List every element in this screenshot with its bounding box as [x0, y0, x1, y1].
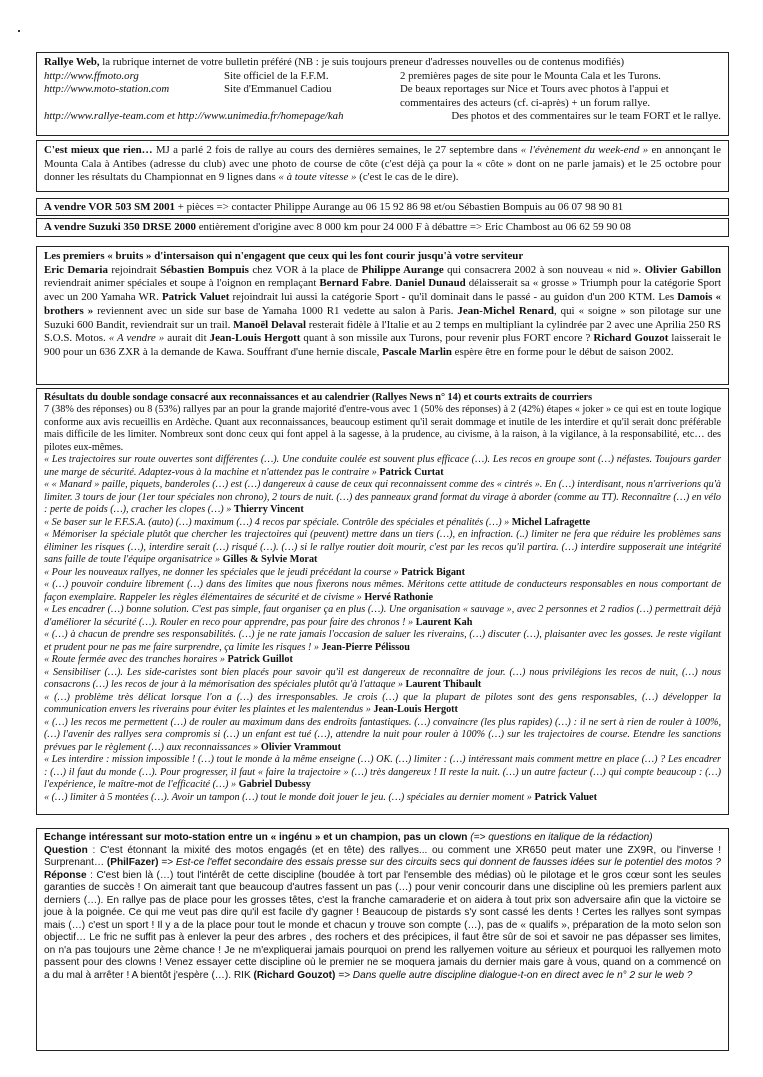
reader-quote — [44, 717, 721, 754]
rumor-text: qui consacrera 2002 à son nouveau « nid ». — [443, 263, 645, 276]
reader-quote — [44, 479, 721, 516]
quote-author: Gilles & Sylvie Morat — [222, 554, 318, 566]
for-sale-title: A vendre Suzuki 350 DRSE 2000 — [44, 221, 196, 233]
reader-quote — [44, 792, 721, 804]
quote-author: Gabriel Dubessy — [238, 779, 311, 791]
quote-text: « Les interdire : mission impossible ! (…) tout le monde à la même enseigne (…) OK. (…) limiter : (…) intéressant mais comment mettre en place (…) ? Les encadrer : (…) il faut du monde (…). Pour progresser, il faut « faire la trajectoire » (…) très dangereux ! Il reste la nuit. (…) un autre facteur (…) qui compte beaucoup : (…) l'expérience, le maître-mot de l'efficacité (…) » — [44, 754, 721, 791]
quote-author: Patrick Curtat — [379, 466, 444, 478]
quote-text: « Pour les nouveaux rallyes, ne donner les spéciales que le jeudi précédant la course » — [44, 566, 402, 578]
quote-text: « Les encadrer (…) bonne solution. C'est pas simple, faut organiser ça en plus (…). Une organisation « sauvage », avec 2 personnes et 2 radios (…) permettrait déjà d'améliorer la sécurité (…). Rouler en reco pour apprendre, pas pour faire des chronos ! » — [44, 604, 721, 628]
rumor-text: , qui « soigne » son pilotage sur une Suzuki 600 Bandit, reviendrait sur un trail. — [44, 304, 722, 331]
rider-name: Jean-Louis Hergott — [209, 332, 301, 345]
for-sale-suzuki-box — [36, 218, 729, 237]
media-text: en annonçant le Mounta Cala à Antibes (adresse du club) avec une photo de course de côte (c'est déjà ça pour la « côte » dont on ne parle jamais) et le 25 octobre pour donner les résultats du Championnat en 9 lignes dans — [44, 144, 722, 184]
site-desc: De beaux reportages sur Nice et Tours avec photos à l'appui et commentaires des acteurs (cf. ci-après) + un forum rallye. — [400, 83, 669, 109]
media-rubric: « à toute vitesse » — [278, 171, 357, 184]
reader-quote — [44, 517, 721, 529]
for-sale-vor-box — [36, 198, 729, 216]
rumor-text: reviendrait animer spéciales et soupe à l'oignon en remplaçant — [44, 277, 320, 290]
reader-quote — [44, 604, 721, 629]
quote-text: « (…) à chacun de prendre ses responsabilités. (…) je ne rate jamais l'occasion de saluer les riverains, (…) discuter (…), plaisanter avec les gosses. Je reste vigilant et prudent pour ne pas me faire surprendre, ça limite les risques ! » — [44, 629, 721, 653]
question-label: Question — [44, 844, 88, 856]
quote-author: Hervé Rathonie — [364, 591, 434, 603]
exchange-note: (=> questions en italique de la rédaction) — [467, 832, 653, 843]
exchange-box — [36, 828, 729, 1051]
rumor-text: espère être en forme pour le début de saison 2002. — [451, 346, 674, 359]
rumor-text: reviennent avec un side sur base de Yamaha 1000 R1 vedette au salon à Paris. — [93, 304, 458, 317]
survey-heading: Résultats du double sondage consacré aux reconnaissances et au calendrier (Rallyes News n° 14) et courts extraits de courriers — [44, 392, 593, 403]
rider-name: Richard Gouzot — [593, 332, 669, 345]
rumor-text: chez VOR à la place de — [248, 263, 362, 276]
site-label: Site officiel de la F.F.M. — [224, 69, 329, 82]
quote-author: Michel Lafragette — [511, 516, 591, 528]
rumor-text: laisserait le 900 pour un 636 ZXR à la demande de Kawa. Souffrant d'une hernie discale, — [44, 332, 722, 359]
rider-name: Daniel Dunaud — [394, 277, 466, 290]
site-url[interactable]: http://www.ffmoto.org — [44, 69, 139, 82]
rumor-text: resterait fidèle à l'Italie et au 2 temps en multipliant la cylindrée par 2 avec une Aprilia 250 RS S.O.S. Motos. — [44, 318, 721, 345]
rumor-text: quant à son missile aux Turons, pour revenir plus FORT encore ? — [300, 332, 594, 345]
rumor-text: rejoindrait lui aussi la catégorie Sport - qu'il dominait dans le passé - au guidon d'un 200 KTM. Les — [229, 291, 678, 304]
quote-author: Patrick Valuet — [534, 791, 597, 803]
reader-quote — [44, 579, 721, 604]
media-lead: C'est mieux que rien… — [44, 144, 153, 156]
rider-name: Bernard Fabre — [319, 277, 390, 290]
reader-quote — [44, 654, 721, 666]
quote-text: « Se baser sur le F.F.S.A. (auto) (…) maximum (…) 4 recos par spéciale. Contrôle des spéciales et pénalités (…) » — [44, 516, 512, 528]
for-sale-title: A vendre VOR 503 SM 2001 — [44, 201, 175, 213]
rider-name: Jean-Michel Renard — [457, 304, 554, 317]
rumors-box — [36, 246, 729, 385]
for-sale-text: entièrement d'origine avec 8 000 km pour 24 000 F à débattre => Eric Chambost au 06 62 59 90 08 — [196, 221, 631, 233]
for-sale-text: + pièces => contacter Philippe Aurange au 06 15 92 86 98 et/ou Sébastien Bompuis au 06 07 98 90 81 — [174, 201, 624, 213]
quote-text: « « Manard » paille, piquets, banderoles (…) est (…) dangereux à cause de ceux qui reconnaissent comme des « cintrés ». En (…) interdisant, nous n'arriverions qu'à limiter. 3 tours de jour (1er tour spéciales non chrono), 2 tours de nuit. (…) des panneaux grand format du virage à aborder (comme au TT). Reconnaître (…) en vélo : perte de poids (…), cracher les clopes (…) » — [44, 479, 721, 516]
quote-author: Olivier Vrammout — [260, 741, 341, 753]
rider-name: Pascale Marlin — [382, 346, 452, 359]
rumors-heading: Les premiers « bruits » d'intersaison qui n'engagent que ceux qui les font courir jusqu'à votre serviteur — [44, 250, 524, 262]
site-list-last — [44, 110, 721, 124]
quote-author: Patrick Guillot — [227, 654, 293, 666]
site-url[interactable]: http://www.moto-station.com — [44, 83, 170, 96]
site-list — [44, 70, 721, 111]
media-text: (c'est le cas de le dire). — [356, 171, 459, 184]
quote-list — [44, 454, 721, 804]
rumors-body — [44, 264, 721, 360]
rider-name: Sébastien Bompuis — [160, 263, 249, 276]
site-label: Site d'Emmanuel Cadiou — [224, 83, 332, 96]
media-box — [36, 140, 729, 192]
reader-quote — [44, 629, 721, 654]
rumor-text: « A vendre » — [108, 332, 165, 345]
survey-box — [36, 388, 729, 815]
exchange-heading: Echange intéressant sur moto-station entre un « ingénu » et un champion, pas un clown — [44, 832, 468, 843]
quote-author: Jean-Louis Hergott — [373, 704, 458, 716]
answer-label: Réponse — [44, 869, 87, 881]
quote-text: « Mémoriser la spéciale plutôt que chercher les trajectoires qui (peuvent) mettre dans un tiers (…), en infraction. (..) limiter ne fera que réduire les problèmes sans éliminer les risques (…), interdire serait (…) risqué (…). (…) si le rallye routier doit mourir, c'est par les recos qu'il partira. (…) interdire supposerait une intégrité sans faille de toute l'équipe organisatrice » — [44, 529, 721, 566]
answer-author: (Richard Gouzot) — [253, 969, 336, 981]
rumor-text: délaisserait sa « grosse » Triumph pour la catégorie Sport avec un 200 Yamaha WR. — [44, 277, 721, 304]
reader-quote — [44, 567, 721, 579]
quote-text: « (…) les recos me permettent (…) de rouler au maximum dans des endroits fantastiques. (…) convaincre (les plus rapides) (…) : il ne sert à rien de rouler à 100%, (…) l'avenir des rallyes sera compromis si (…) un enfant est tué (…), attendre la nuit pour rouler à 100% (…) sur les trajectoires de course. Etendre les sanctions prévues par le règlement (…) aux reconnaissances » — [44, 716, 721, 753]
reader-quote — [44, 754, 721, 791]
answer-text: : C'est bien là (…) tout l'intérêt de cette discipline (boudée à tort par l'ensemble des médias) où le pilotage et le gros cœur sont les seules garanties de succès ! On aimerait tant que beaucoup d'autres fassent un pas (…) pour venir concourir dans une discipline où les premiers parlent aux derniers (…). En rallye pas de place pour les grosses têtes, c'est la franche camaraderie et on aidera à tout prix son adversaire afin que la victoire se joue à la poignée. Ce qui me veut pas dire qu'il est facile d'y gagner ! Beaucoup de pistards s'y sont cassé les dents ! Certes les rallyes sont sympas mais (…) c'est un sport ! Il y a de la place pour tout le monde et chacun y trouve son compte (…), pas de « qualifs », préparation de la moto selon son objectif… Le fric ne suffit pas à enlever la peur des arbres , des rochers et des précipices, il faut être sûr de soi et savoir ne pas dépasser ses limites, on n'a pas toujours une 2ème chance ! Je ne m'expliquerai jamais pourquoi on prend les rallyemen voiture au sérieux et pourquoi les rallyemen moto passent pour des clowns ! Venez essayer cette discipline où le premier ne se moquera jamais du dernier mais gare à vous, quand on a commencé on a du mal à arrêter ! A bientôt j'espère (…). RIK — [44, 869, 721, 981]
reader-quote — [44, 692, 721, 717]
quote-text: « (…) limiter à 5 montées (…). Avoir un tampon (…) tout le monde doit jouer le jeu. (…) spéciales au dernier moment » — [44, 791, 535, 803]
reader-quote — [44, 667, 721, 692]
rider-name: Olivier Gabillon — [644, 263, 722, 276]
quote-author: Thierry Vincent — [233, 504, 304, 516]
rumor-text: aurait dit — [164, 332, 210, 345]
rider-name: Eric Demaria — [44, 263, 108, 276]
site-desc: 2 premières pages de site pour le Mounta Cala et les Turons. — [400, 69, 661, 82]
rumor-text: rejoindrait — [107, 263, 161, 276]
quote-author: Laurent Thibault — [405, 679, 482, 691]
rider-name: Manoël Delaval — [233, 318, 307, 331]
scan-speck — [18, 30, 20, 32]
rumor-text: . — [389, 277, 395, 290]
quote-text: « Route fermée avec des tranches horaires » — [44, 654, 228, 666]
question-text: : C'est étonnant la mixité des motos engagés (et en tête) des rallyes... ou comment une XR650 peut mater une ZX9R, ou l'inverse ! Surprenant… — [44, 844, 721, 869]
question-author: (PhilFazer) — [106, 857, 159, 869]
rallye-web-box — [36, 52, 729, 136]
quote-author: Patrick Bigant — [401, 566, 465, 578]
rider-name: Damois « brothers » — [44, 291, 721, 317]
quote-text: « Les trajectoires sur route ouvertes sont différentes (…). Une conduite coulée est souvent plus efficace (…). Les recos en groupe sont (…) néfastes. Toujours garder une marge de sécurité. Adaptez-vous à la machine et n'attendez pas le contraire » — [44, 454, 721, 478]
quote-text: « (…) problème très délicat lorsque l'on a (…) des irresponsables. Je crois (…) que la plupart de pilotes sont des gens responsables, (…) développer la communication envers les riverains pour éviter les plaintes et les malentendus » — [44, 691, 721, 716]
quote-text: « Sensibiliser (…). Les side-caristes sont bien placés pour savoir qu'il est dangereux de reconnaître de jour. (…) nous privilégions les recos de nuit, (…) nous consacrons (…) les recos de jour à la mémorisation des spéciales plutôt qu'à l'attaque » — [44, 666, 721, 691]
rider-name: Philippe Aurange — [361, 263, 444, 276]
reader-quote — [44, 529, 721, 566]
question-note: => Est-ce l'effet secondaire des essais presse sur des circuits secs qui donnent de fausses idées sur le potentiel des motos ? — [158, 857, 721, 869]
site-desc: Des photos et des commentaires sur le team FORT et le rallye. — [451, 110, 721, 123]
media-text: MJ a parlé 2 fois de rallye au cours des dernières semaines, le 27 septembre dans — [152, 144, 521, 156]
media-rubric: « l'évènement du week-end » — [520, 144, 649, 156]
answer-note: => Dans quelle autre discipline dialogue-t-on en direct avec le n° 2 sur le web ? — [335, 969, 693, 981]
survey-intro: 7 (38% des réponses) ou 8 (53%) rallyes par an pour la grande majorité d'entre-vous avec 1 (50% des réponses) à 2 (42%) étapes « joker » ce qui est en toute logique conforme aux avis recueillis en Ardèche. Quant aux reconnaissances, beaucoup estiment qu'il serait dommage et inutile de les interdire et qu'il serait donc préférable mais difficile de les limiter. Nombreux sont donc ceux qui font appel à la sagesse, à la prudence, au civisme, à la raison, à la vigilance, à la responsabilité, etc… des pilotes eux-mêmes. — [44, 404, 721, 453]
rallye-web-intro: la rubrique internet de votre bulletin préféré (NB : je suis toujours preneur d'adresses nouvelles ou de contenus modifiés) — [99, 56, 625, 68]
rider-name: Patrick Valuet — [162, 291, 230, 304]
quote-text: « (…) pouvoir conduire librement (…) dans des limites que nous fixerons nous mêmes. Méritons cette attitude de conducteurs responsables en nous comportant de façon exemplaire. Rappeler les règles élémentaires de sécurité et de civisme » — [44, 579, 721, 603]
site-urls[interactable]: http://www.rallye-team.com et http://www.unimedia.fr/homepage/kah — [44, 110, 344, 123]
reader-quote — [44, 454, 721, 479]
quote-author: Jean-Pierre Pélissou — [321, 641, 410, 653]
quote-author: Laurent Kah — [415, 616, 473, 628]
rallye-web-title: Rallye Web, — [44, 56, 100, 68]
